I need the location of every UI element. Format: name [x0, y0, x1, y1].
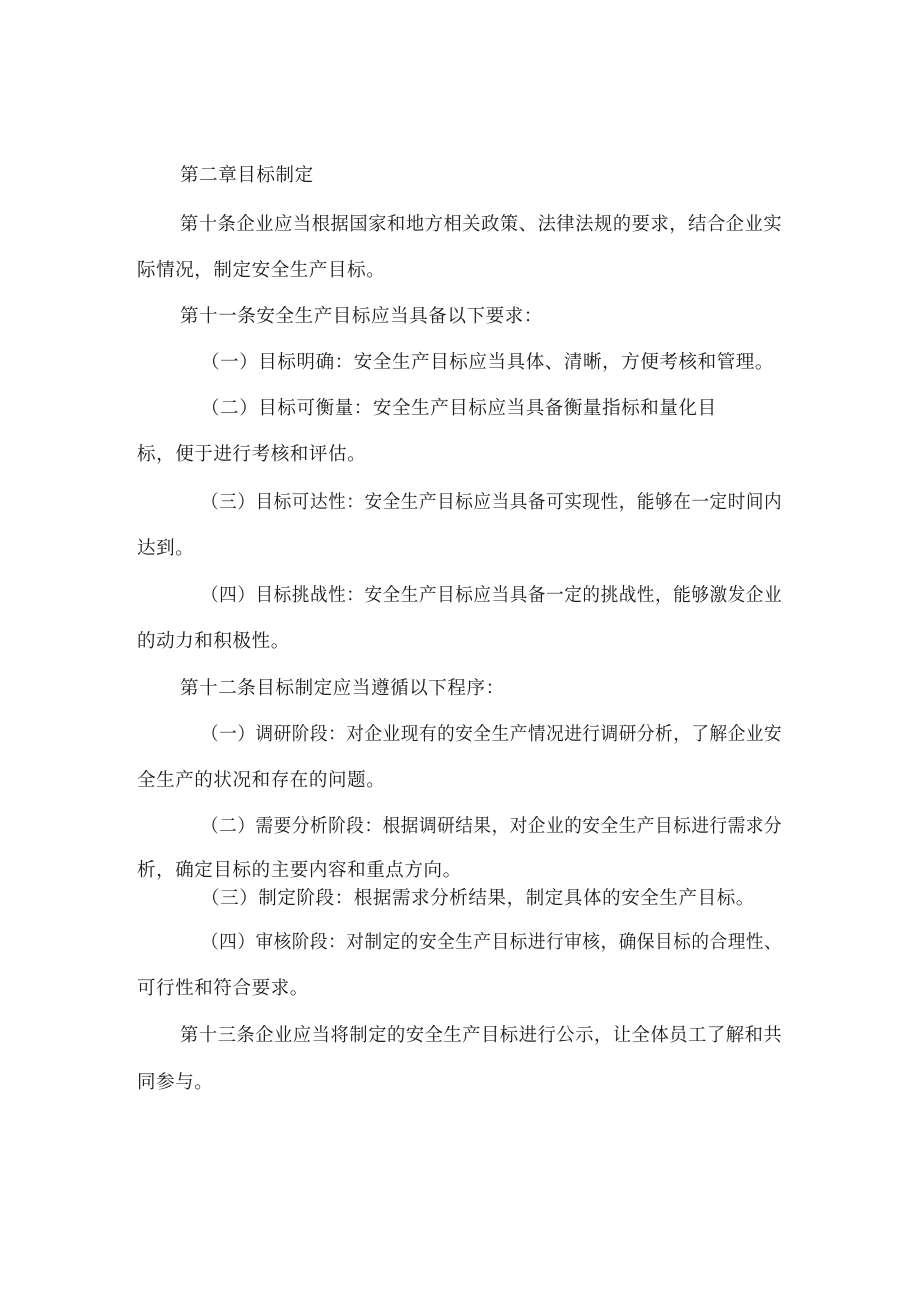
article-11-item-4-line-2: 的动力和积极性。	[137, 631, 290, 652]
article-11-item-2-line-1: （二）目标可衡量：安全生产目标应当具备衡量指标和量化目	[201, 398, 717, 419]
article-10-line-1: 第十条企业应当根据国家和地方相关政策、法律法规的要求，结合企业实	[180, 214, 783, 235]
article-12-item-1-line-2: 全生产的状况和存在的问题。	[137, 770, 386, 791]
article-11-item-1: （一）目标明确：安全生产目标应当具体、清晰，方便考核和管理。	[201, 352, 775, 373]
article-11-item-3-line-2: 达到。	[137, 538, 195, 559]
article-13-line-1: 第十三条企业应当将制定的安全生产目标进行公示，让全体员工了解和共	[180, 1025, 783, 1046]
article-12-item-3: （三）制定阶段：根据需求分析结果，制定具体的安全生产目标。	[201, 888, 755, 909]
chapter-title: 第二章目标制定	[180, 165, 314, 186]
article-11-item-4-line-1: （四）目标挑战性：安全生产目标应当具备一定的挑战性，能够激发企业	[201, 585, 783, 606]
article-12-item-4-line-2: 可行性和符合要求。	[137, 978, 309, 999]
article-12-item-2-line-1: （二）需要分析阶段：根据调研结果，对企业的安全生产目标进行需求分	[201, 816, 783, 837]
article-12-item-2-line-2: 析，确定目标的主要内容和重点方向。	[137, 860, 462, 881]
article-10-line-2: 际情况，制定安全生产目标。	[137, 260, 386, 281]
article-12-intro: 第十二条目标制定应当遵循以下程序：	[180, 678, 505, 699]
article-11-intro: 第十一条安全生产目标应当具备以下要求：	[180, 306, 543, 327]
article-12-item-4-line-1: （四）审核阶段：对制定的安全生产目标进行审核，确保目标的合理性、	[201, 932, 783, 953]
article-11-item-2-line-2: 标，便于进行考核和评估。	[137, 444, 367, 465]
article-12-item-1-line-1: （一）调研阶段：对企业现有的安全生产情况进行调研分析，了解企业安	[201, 724, 783, 745]
article-11-item-3-line-1: （三）目标可达性：安全生产目标应当具备可实现性，能够在一定时间内	[201, 492, 783, 513]
article-13-line-2: 同参与。	[137, 1072, 214, 1093]
